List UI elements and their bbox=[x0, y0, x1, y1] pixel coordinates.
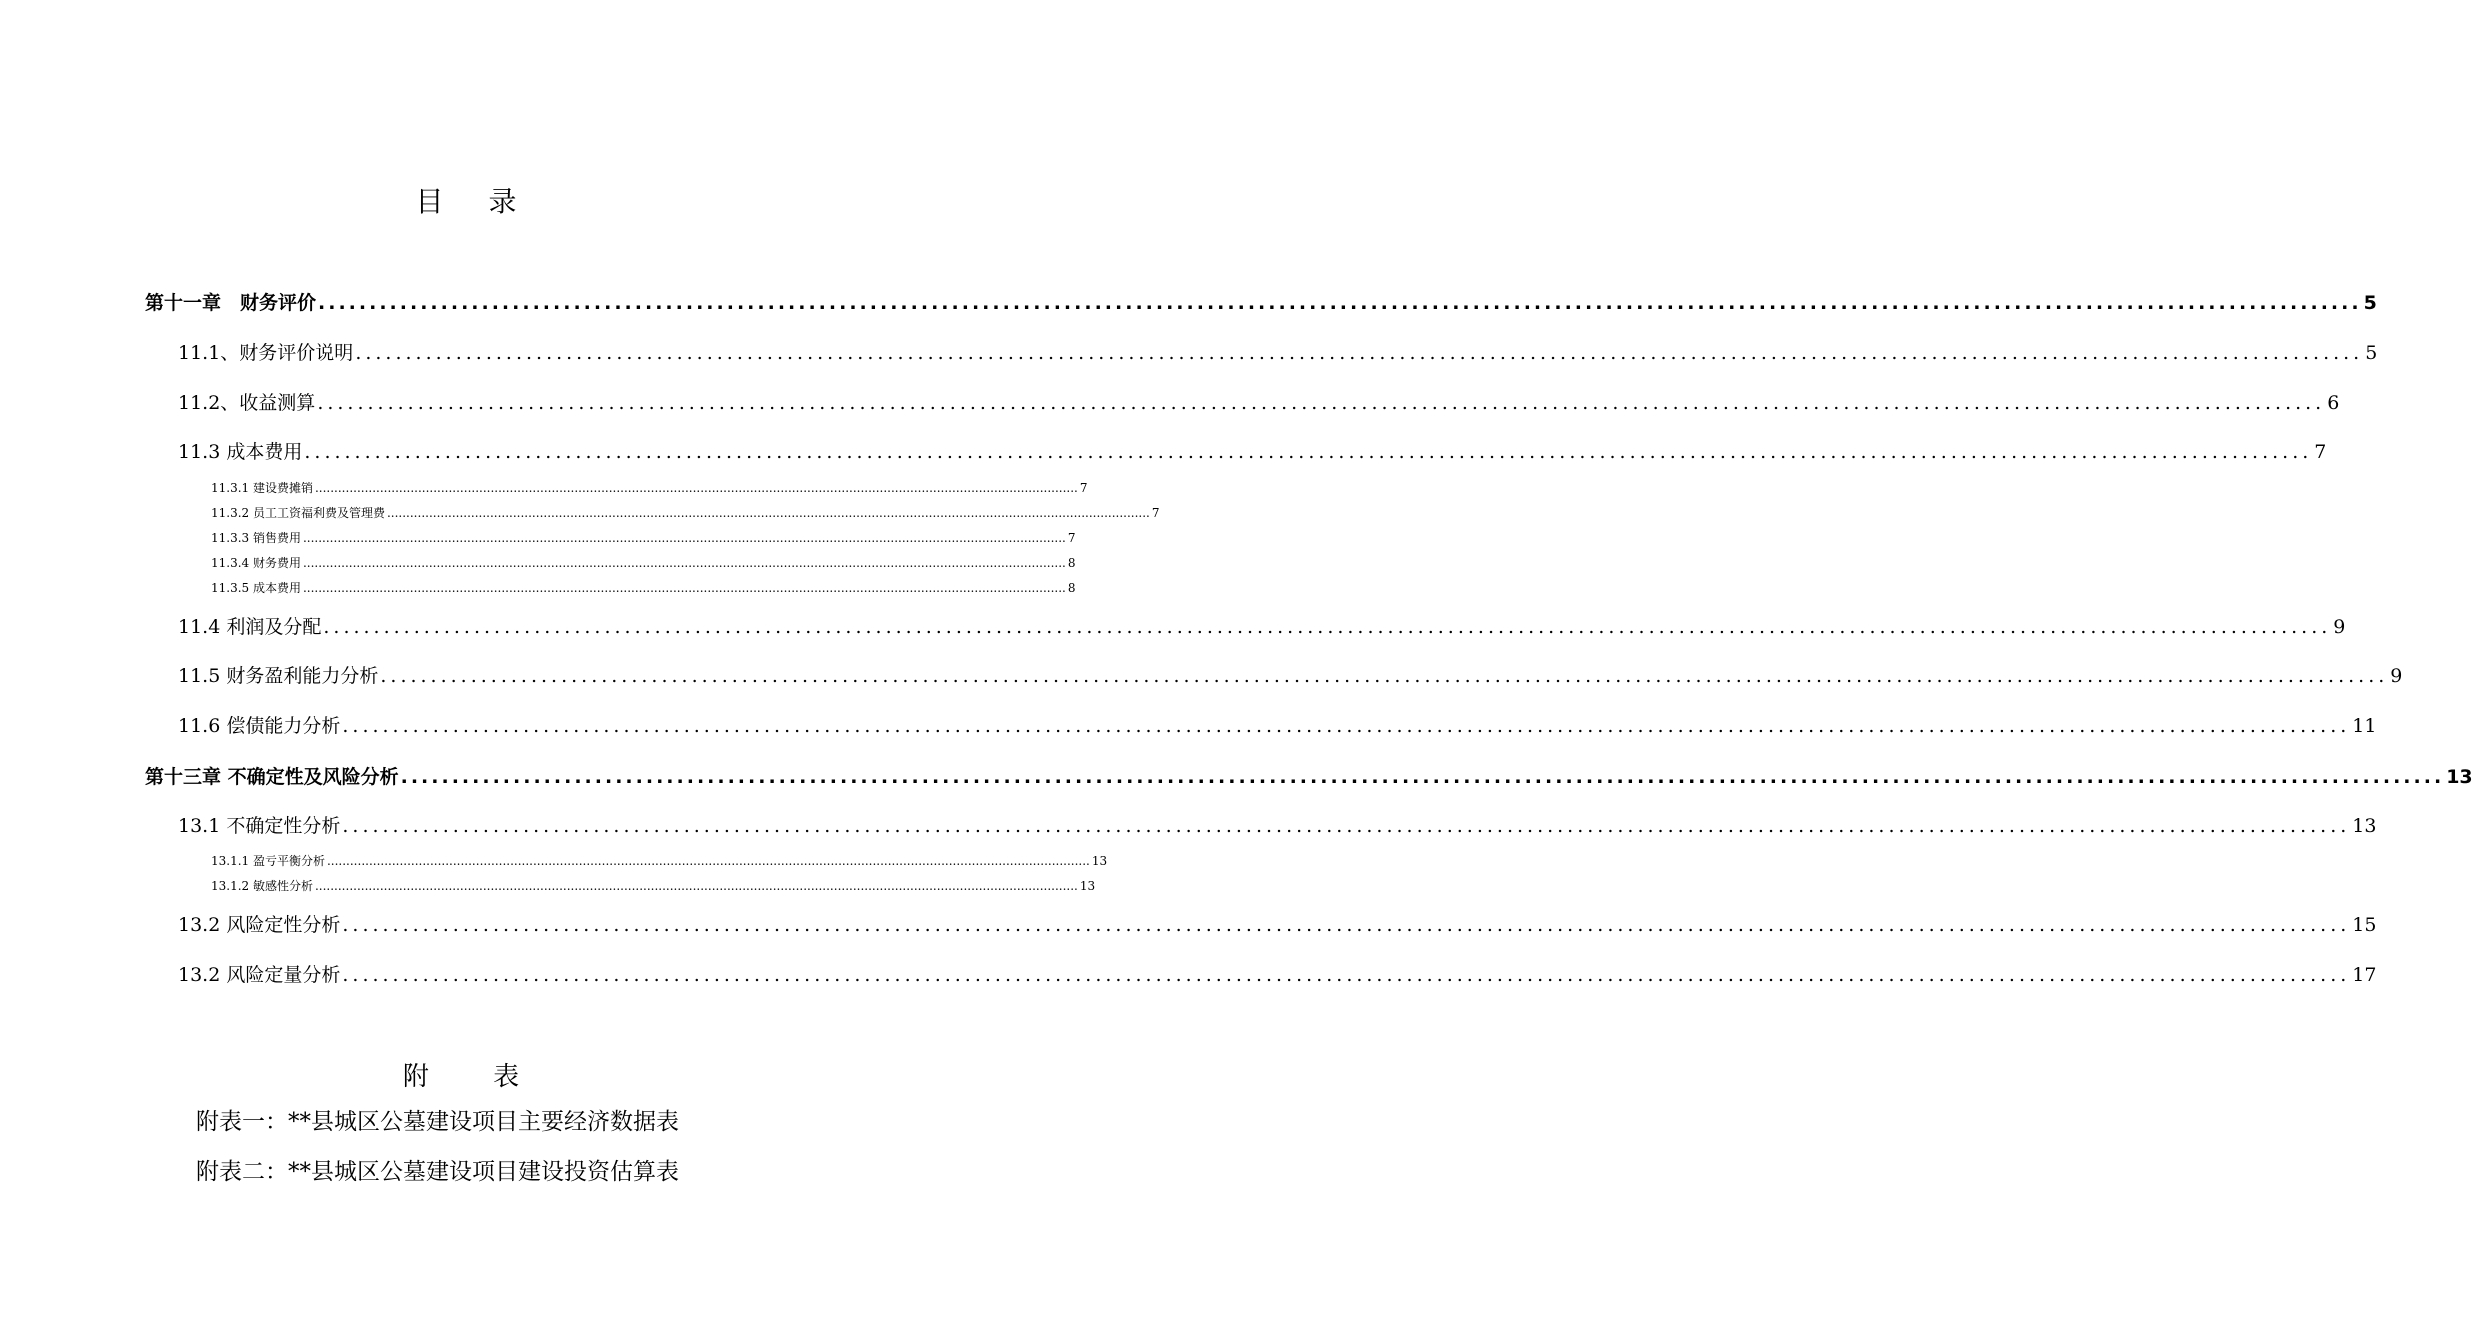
toc-entry-page: 8 bbox=[1067, 581, 1076, 595]
toc-entry-13-1-1[interactable] bbox=[211, 852, 1108, 869]
dot-leader: ........................................................................................................................................................................................................ bbox=[355, 342, 2364, 364]
toc-entry-11-1[interactable] bbox=[178, 338, 2378, 365]
toc-entry-label: 11.6 偿债能力分析 bbox=[178, 715, 341, 737]
dot-leader: ........................................................................................................................................................................................................ bbox=[326, 854, 1090, 868]
toc-entry-page: 13 bbox=[1091, 854, 1108, 868]
toc-entry-13-1-2[interactable] bbox=[211, 877, 1096, 894]
toc-entry-label: 第十一章 财务评价 bbox=[145, 292, 317, 314]
toc-entry-page: 5 bbox=[2363, 292, 2377, 314]
dot-leader: ........................................................................................................................................................................................................ bbox=[342, 914, 2351, 936]
toc-title: 目 录 bbox=[415, 185, 535, 218]
toc-entry-label: 11.1、财务评价说明 bbox=[178, 342, 354, 364]
toc-entry-label: 13.1.2 敏感性分析 bbox=[211, 879, 313, 893]
toc-entry-11-3-3[interactable] bbox=[211, 529, 1076, 546]
dot-leader: ........................................................................................................................................................................................................ bbox=[317, 392, 2326, 414]
appendix-item-1: 附表一：**县城区公墓建设项目主要经济数据表 bbox=[196, 1109, 679, 1135]
toc-entry-label: 11.3.3 销售费用 bbox=[211, 531, 301, 545]
toc-entry-page: 13 bbox=[1079, 879, 1096, 893]
toc-entry-page: 7 bbox=[2314, 441, 2327, 463]
dot-leader: ........................................................................................................................................................................................................ bbox=[342, 815, 2351, 837]
toc-entry-chapter-11[interactable] bbox=[145, 288, 2377, 315]
toc-entry-13-2-quantitative[interactable] bbox=[178, 960, 2377, 987]
toc-entry-label: 13.2 风险定性分析 bbox=[178, 914, 341, 936]
dot-leader: ........................................................................................................................................................................................................ bbox=[380, 665, 2389, 687]
toc-entry-label: 13.1 不确定性分析 bbox=[178, 815, 341, 837]
toc-entry-page: 8 bbox=[1067, 556, 1076, 570]
toc-entry-page: 6 bbox=[2327, 392, 2340, 414]
toc-entry-label: 11.5 财务盈利能力分析 bbox=[178, 665, 379, 687]
toc-entry-11-5[interactable] bbox=[178, 661, 2403, 688]
toc-entry-chapter-13[interactable] bbox=[145, 762, 2473, 789]
toc-entry-11-4[interactable] bbox=[178, 612, 2346, 639]
toc-entry-page: 7 bbox=[1151, 506, 1160, 520]
toc-entry-11-3-5[interactable] bbox=[211, 579, 1076, 596]
toc-entry-label: 13.1.1 盈亏平衡分析 bbox=[211, 854, 325, 868]
toc-entry-11-2[interactable] bbox=[178, 388, 2340, 415]
toc-entry-label: 11.3.2 员工工资福利费及管理费 bbox=[211, 506, 385, 520]
toc-entry-label: 11.3 成本费用 bbox=[178, 441, 303, 463]
toc-entry-page: 15 bbox=[2352, 914, 2377, 936]
toc-entry-13-1[interactable] bbox=[178, 811, 2377, 838]
toc-entry-label: 13.2 风险定量分析 bbox=[178, 964, 341, 986]
appendix-title: 附 表 bbox=[402, 1062, 548, 1092]
toc-entry-label: 11.4 利润及分配 bbox=[178, 616, 322, 638]
toc-entry-11-3-1[interactable] bbox=[211, 479, 1088, 496]
toc-entry-page: 5 bbox=[2365, 342, 2378, 364]
toc-entry-11-3[interactable] bbox=[178, 437, 2327, 464]
dot-leader: ........................................................................................................................................................................................................ bbox=[314, 879, 1078, 893]
toc-entry-label: 11.3.4 财务费用 bbox=[211, 556, 301, 570]
toc-entry-11-3-4[interactable] bbox=[211, 554, 1076, 571]
toc-entry-11-6[interactable] bbox=[178, 711, 2377, 738]
dot-leader: ........................................................................................................................................................................................................ bbox=[386, 506, 1150, 520]
dot-leader: ........................................................................................................................................................................................................ bbox=[342, 715, 2351, 737]
toc-entry-page: 11 bbox=[2352, 715, 2377, 737]
dot-leader: ........................................................................................................................................................................................................ bbox=[302, 581, 1066, 595]
toc-entry-label: 11.2、收益测算 bbox=[178, 392, 316, 414]
toc-entry-page: 13 bbox=[2446, 766, 2473, 788]
dot-leader: ........................................................................................................................................................................................................ bbox=[304, 441, 2313, 463]
dot-leader: ........................................................................................................................................................................................................ bbox=[314, 481, 1078, 495]
toc-entry-page: 17 bbox=[2352, 964, 2377, 986]
dot-leader: ........................................................................................................................................................................................................ bbox=[400, 766, 2445, 788]
toc-entry-page: 7 bbox=[1067, 531, 1076, 545]
toc-entry-page: 13 bbox=[2352, 815, 2377, 837]
dot-leader: ........................................................................................................................................................................................................ bbox=[323, 616, 2332, 638]
toc-entry-13-2-qualitative[interactable] bbox=[178, 910, 2377, 937]
dot-leader: ........................................................................................................................................................................................................ bbox=[302, 531, 1066, 545]
dot-leader: ........................................................................................................................................................................................................ bbox=[318, 292, 2362, 314]
toc-entry-label: 第十三章 不确定性及风险分析 bbox=[145, 766, 399, 788]
toc-entry-page: 9 bbox=[2333, 616, 2346, 638]
dot-leader: ........................................................................................................................................................................................................ bbox=[302, 556, 1066, 570]
toc-entry-label: 11.3.1 建设费摊销 bbox=[211, 481, 313, 495]
toc-entry-page: 7 bbox=[1079, 481, 1088, 495]
toc-entry-11-3-2[interactable] bbox=[211, 504, 1160, 521]
appendix-item-2: 附表二：**县城区公墓建设项目建设投资估算表 bbox=[196, 1159, 679, 1185]
toc-entry-page: 9 bbox=[2390, 665, 2403, 687]
dot-leader: ........................................................................................................................................................................................................ bbox=[342, 964, 2351, 986]
toc-entry-label: 11.3.5 成本费用 bbox=[211, 581, 301, 595]
